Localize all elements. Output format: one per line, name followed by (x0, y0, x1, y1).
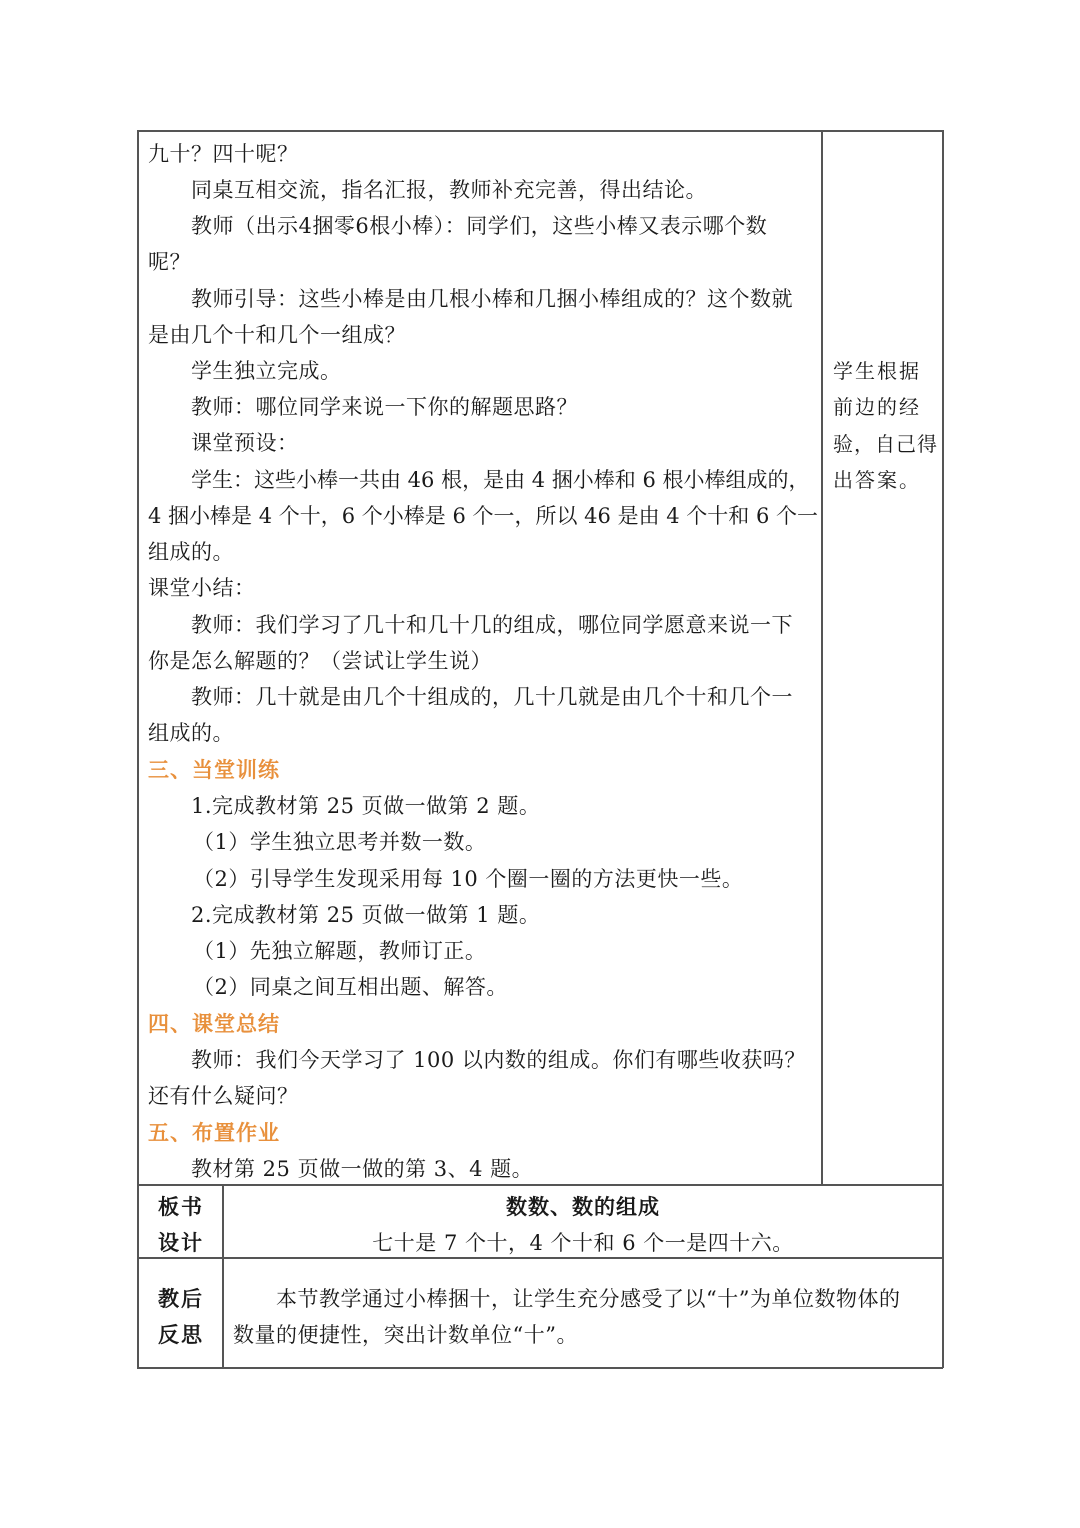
lesson-line: 教师（出示4捆零6根小棒）：同学们，这些小棒又表示哪个数 (191, 214, 768, 238)
lesson-line: 教师：我们今天学习了 100 以内数的组成。你们有哪些收获吗？ (191, 1048, 806, 1072)
lesson-line: 是由几个十和几个一组成？ (148, 323, 406, 347)
lesson-line: 4 捆小棒是 4 个十，6 个小棒是 6 个一，所以 46 是由 4 个十和 6 个一 (148, 504, 818, 528)
board-title: 数数、数的组成 (506, 1195, 660, 1219)
lesson-line: 教师：哪位同学来说一下你的解题思路？ (191, 395, 578, 419)
side-note-line: 前边的经 (833, 395, 921, 419)
reflection-label: 教后 (158, 1287, 204, 1311)
board-label: 板书 (158, 1195, 204, 1219)
table-border-right (942, 130, 944, 1368)
lesson-line: 组成的。 (148, 540, 234, 564)
exercise-item: （2）同桌之间互相出题、解答。 (193, 975, 508, 999)
reflection-text: 数量的便捷性，突出计数单位“十”。 (233, 1323, 578, 1347)
lesson-line: 你是怎么解题的？（尝试让学生说） (148, 649, 492, 673)
side-note-line: 学生根据 (833, 359, 921, 383)
exercise-item: （2）引导学生发现采用每 10 个圈一圈的方法更快一些。 (193, 867, 744, 891)
lesson-line: 教材第 25 页做一做的第 3、4 题。 (191, 1157, 534, 1181)
exercise-item: （1）学生独立思考并数一数。 (193, 830, 487, 854)
reflection-label: 反思 (158, 1323, 204, 1347)
exercise-item: 1.完成教材第 25 页做一做第 2 题。 (191, 794, 541, 818)
lesson-line: 九十？四十呢？ (148, 142, 299, 166)
lesson-subheading: 课堂小结： (148, 576, 256, 600)
side-note-line: 出答案。 (833, 468, 921, 492)
board-content: 七十是 7 个十，4 个十和 6 个一是四十六。 (372, 1231, 794, 1255)
lesson-line: 组成的。 (148, 721, 234, 745)
table-border-bottom (137, 1367, 943, 1369)
section-heading: 三、当堂训练 (148, 758, 280, 782)
exercise-item: （1）先独立解题，教师订正。 (193, 939, 487, 963)
lesson-line: 教师：几十就是由几个十组成的，几十几就是由几个十和几个一 (191, 685, 793, 709)
table-border-left (137, 130, 139, 1368)
section-heading: 四、课堂总结 (148, 1012, 280, 1036)
board-label: 设计 (158, 1231, 204, 1255)
lesson-line: 学生：这些小棒一共由 46 根，是由 4 捆小棒和 6 根小棒组成的， (191, 468, 810, 492)
lesson-line: 教师引导：这些小棒是由几根小棒和几捆小棒组成的？这个数就 (191, 287, 793, 311)
lesson-line: 还有什么疑问？ (148, 1084, 299, 1108)
reflection-text: 本节教学通过小棒捆十，让学生充分感受了以“十”为单位数物体的 (276, 1287, 901, 1311)
column-divider-side (821, 130, 823, 1185)
lesson-line: 同桌互相交流，指名汇报，教师补充完善，得出结论。 (191, 178, 707, 202)
exercise-item: 2.完成教材第 25 页做一做第 1 题。 (191, 903, 541, 927)
lesson-line: 呢？ (148, 250, 191, 274)
section-heading: 五、布置作业 (148, 1121, 280, 1145)
lesson-line: 课堂预设： (191, 431, 299, 455)
side-note-line: 验，自己得 (833, 432, 938, 456)
lesson-line: 学生独立完成。 (191, 359, 342, 383)
lesson-line: 教师：我们学习了几十和几十几的组成，哪位同学愿意来说一下 (191, 613, 793, 637)
